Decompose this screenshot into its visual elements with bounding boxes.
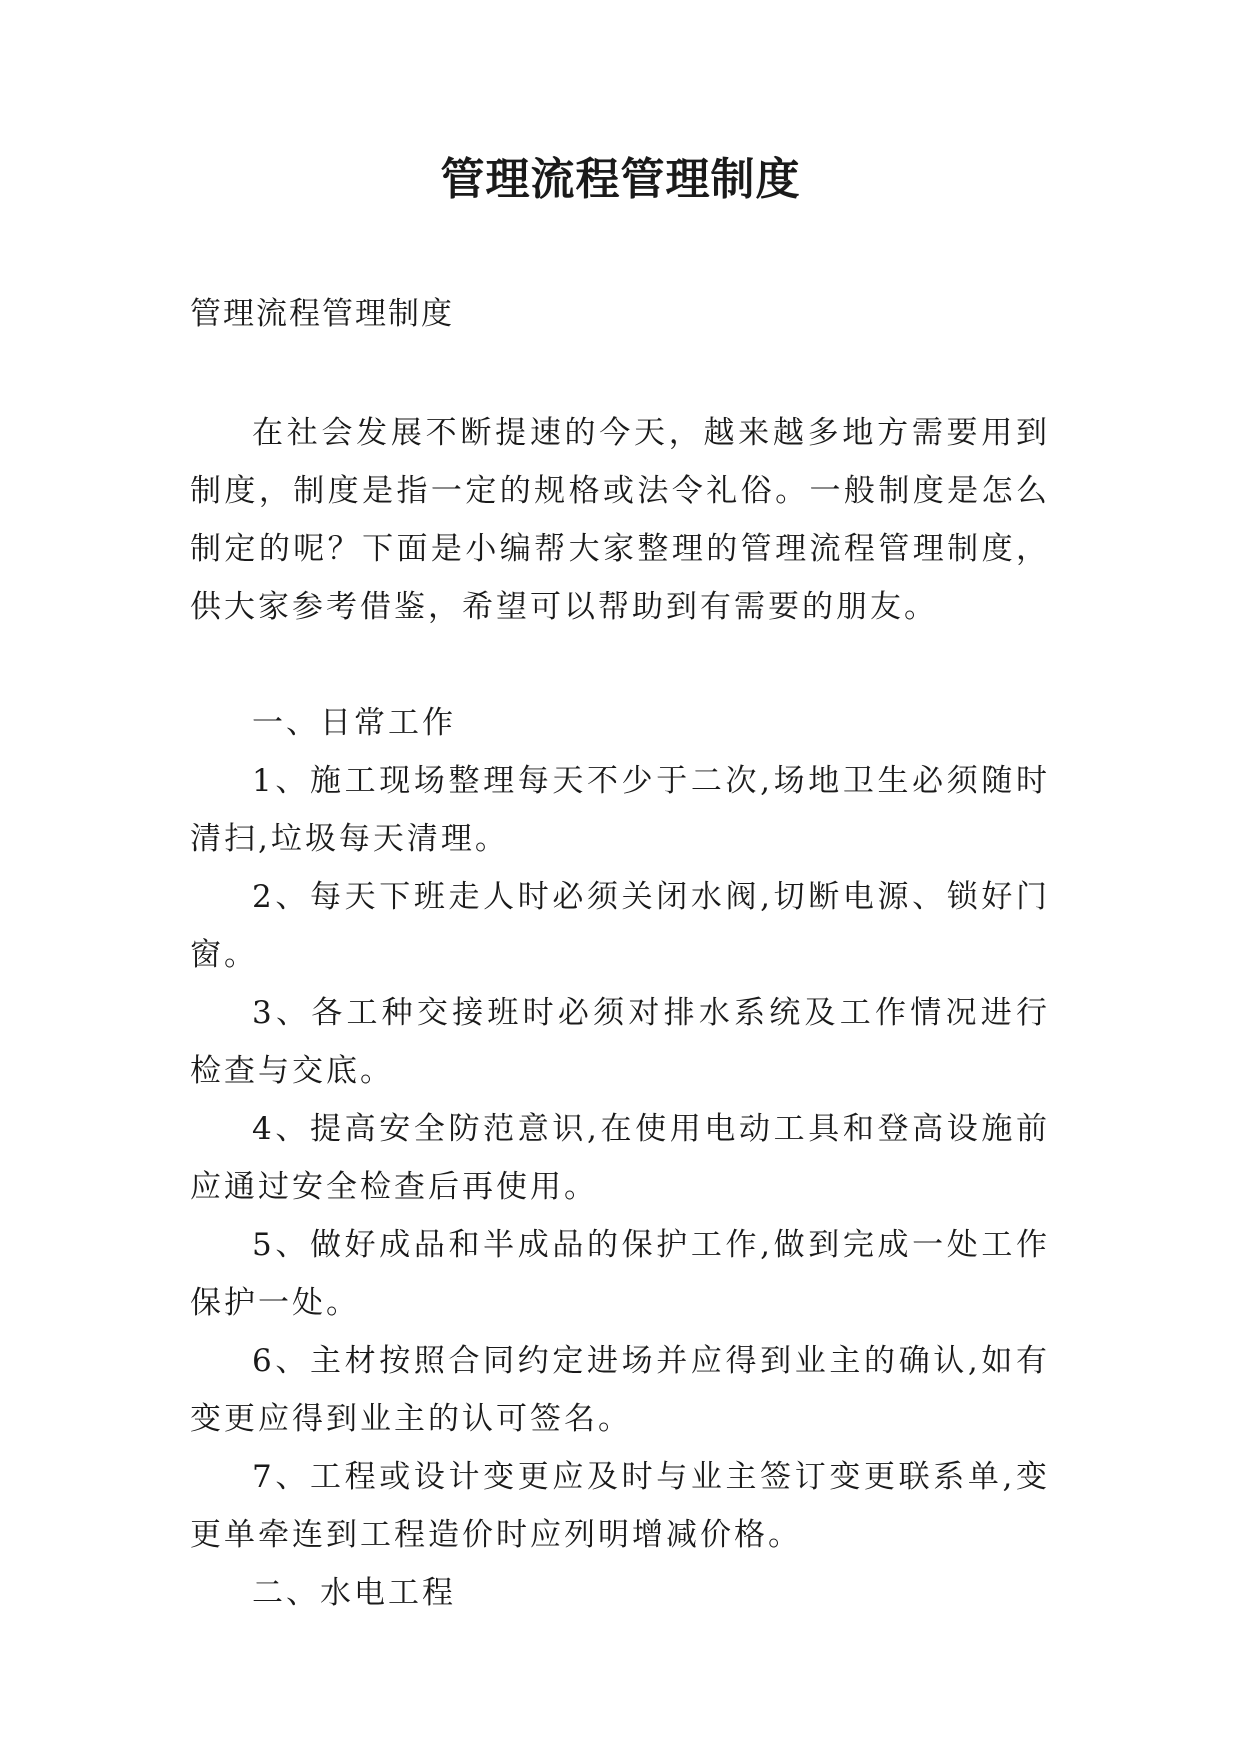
section-heading-daily-work: 一、日常工作	[252, 705, 456, 741]
list-item: 7、工程或设计变更应及时与业主签订变更联系单,变更单牵连到工程造价时应列明增减价格。	[190, 1459, 1050, 1553]
list-item: 1、施工现场整理每天不少于二次,场地卫生必须随时清扫,垃圾每天清理。	[190, 763, 1050, 857]
section-heading-plumbing-electrical: 二、水电工程	[252, 1575, 456, 1611]
intro-paragraph: 在社会发展不断提速的今天，越来越多地方需要用到制度，制度是指一定的规格或法令礼俗。一般制度是怎么制定的呢？下面是小编帮大家整理的管理流程管理制度，供大家参考借鉴，希望可以帮助到有需要的朋友。	[190, 415, 1050, 625]
document-body	[190, 404, 1050, 1622]
list-item: 6、主材按照合同约定进场并应得到业主的确认,如有变更应得到业主的认可签名。	[190, 1343, 1050, 1437]
list-item: 4、提高安全防范意识,在使用电动工具和登高设施前应通过安全检查后再使用。	[190, 1111, 1050, 1205]
list-item: 5、做好成品和半成品的保护工作,做到完成一处工作保护一处。	[190, 1227, 1050, 1321]
list-item: 2、每天下班走人时必须关闭水阀,切断电源、锁好门窗。	[190, 879, 1050, 973]
list-item: 3、各工种交接班时必须对排水系统及工作情况进行检查与交底。	[190, 995, 1050, 1089]
document-subtitle: 管理流程管理制度	[190, 296, 454, 332]
document-title: 管理流程管理制度	[440, 154, 801, 205]
